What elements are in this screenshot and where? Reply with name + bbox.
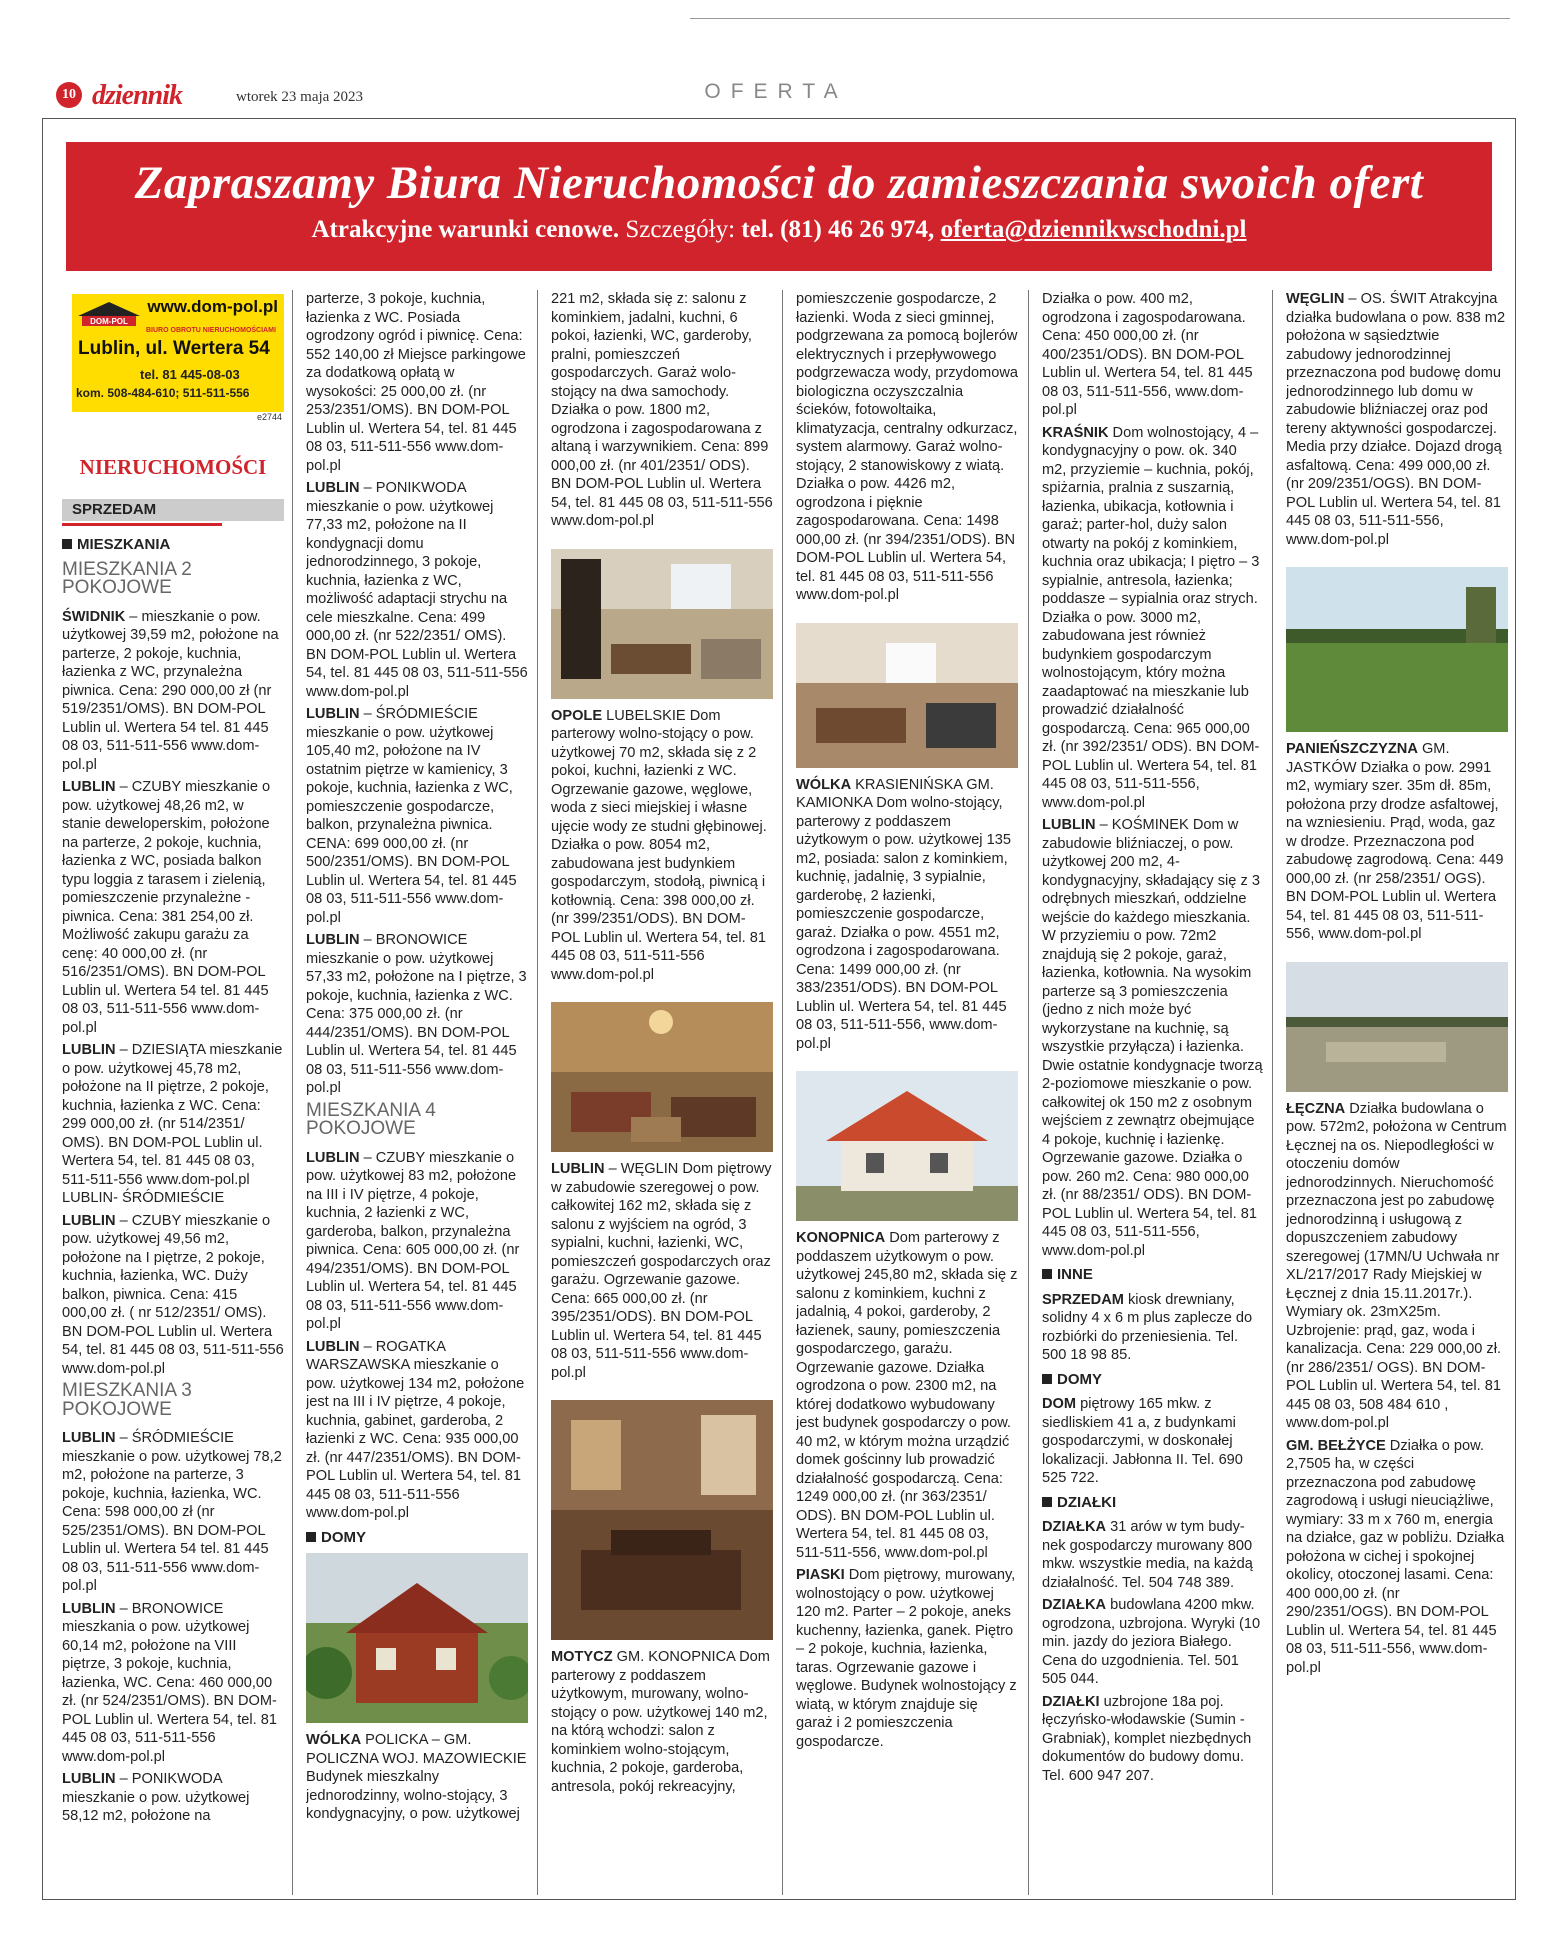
listing: KRAŚNIK Dom wolnostojący, 4 – kondygnacyjny o pow. ok. 340 m2, przyziemie – kuchnia, pokój, spiżarnia, pralnia z suszarnią, łazienka, ubikacja, kotłownia i garaż; parter-hol, duży salon otwarty na pokój z kominkiem, kuchnia oraz ubikacja; I piętro – 3 sypialnie, antresola, łazienka; poddasze – sypialnia oraz strych. Działka o pow. 3000 m2, zabudowana jest również budynkiem gospodarczym wolnostojącym, który można zaadaptować na mieszkanie lub prowadzić działalność gospodarczą. Cena: 965 000,00 zł. (nr 392/2351/ ODS). BN DOM-POL Lublin ul. Wertera 54, tel. 81 445 08 03, 511-511-556, www.dom-pol.pl xyxy=(1042,424,1260,811)
listing: PIASKI Dom piętrowy, murowany, wolnostojący o pow. użytkowej 120 m2. Parter – 2 pokoje, aneks kuchenny, łazienka, ganek. Piętro – 2 pokoje, kuchnia, łazienka, taras. Ogrzewanie gazowe i węglowe. Budynek wolnostojący z wiatą, w którym znajduje się garaż i 2 pomieszczenia gospodarcze. xyxy=(796,1567,1017,1750)
dzialki-heading: DZIAŁKI xyxy=(1042,1494,1264,1513)
listing: LUBLIN – CZUBY mieszkanie o pow. użytkowej 48,26 m2, w stanie deweloperskim, położone na parterze, 2 pokoje, kuchnia, łazienka z WC, posiada balkon typu loggia z tarasem i zielenią, pomieszczenie przynależne - piwnica. Cena: 381 254,00 zł. Możliwość zakupu garażu za cenę: 40 000,00 zł. (nr 516/2351/OMS). BN DOM-POL Lublin ul. Wertera 54 tel. 81 445 08 03, 511-511-556 www.dom-pol.pl xyxy=(62,779,271,1036)
section-title: OFERTA xyxy=(704,80,848,103)
listing: LUBLIN – BRONOWICE mieszkania o pow. użytkowej 60,14 m2, położone na VIII piętrze, 3 pokoje, kuchnia, łazienka, WC. Cena: 460 000,00 zł. (nr 524/2351/OMS). BN DOM-POL Lublin ul. Wertera 54, tel. 81 445 08 03, 511-511-556 www.dom-pol.pl xyxy=(62,1600,277,1765)
listing: LUBLIN – WĘGLIN Dom piętrowy w zabudowie szeregowej o pow. całkowitej 162 m2, składa się z salonu z wyjściem na ogród, 3 sypialni, kuchni, łazienki, WC, pomieszczeń gospodarczych oraz garażu. Ogrzewanie gazowe. Cena: 665 000,00 zł. (nr 395/2351/ODS). BN DOM-POL Lublin ul. Wertera 54, tel. 81 445 08 03, 511-511-556 www.dom-pol.pl xyxy=(551,1161,772,1381)
listing: GM. BEŁŻYCE Działka o pow. 2,7505 ha, w części przeznaczona pod zabudowę zagrodową i usługi nieuciążliwe, wymiary: 33 m x 760 m, energia na działce, gaz w pobliżu. Działka położona w cichej i spokojnej okolicy, otoczonej lasami. Cena: 400 000,00 zł. (nr 290/2351/OGS). BN DOM-POL Lublin ul. Wertera 54, tel. 81 445 08 03, 511-511-556, www.dom-pol.pl xyxy=(1286,1437,1505,1676)
promo-banner xyxy=(66,142,1492,271)
listing: OPOLE LUBELSKIE Dom parterowy wolno-stojący o pow. użytkowej 70 m2, składa się z 2 pokoi, kuchni, łazienki z WC. Ogrzewanie gazowe, węglowe, woda z sieci miejskiej i własne ujęcie wody ze studni głębinowej. Działka o pow. 8054 m2, zabudowana jest budynkiem gospodarczym, stodołą, piwnicą i kotłownią. Cena: 398 000,00 zł. (nr 399/2351/ODS). BN DOM-POL Lublin ul. Wertera 54, tel. 81 445 08 03, 511-511-556 www.dom-pol.pl xyxy=(551,707,767,983)
header-rule xyxy=(690,18,1510,19)
listing: KONOPNICA Dom parterowy z poddaszem użytkowym o pow. użytkowej 245,80 m2, składa się z salonu z kominkiem, kuchni z jadalnią, 4 pokoi, garderoby, 2 łazienek, sauny, pomieszczenia gospodarczego, garażu. Ogrzewanie gazowe. Działka ogrodzona o pow. 2300 m2, na której dodatkowo wybudowany jest budynek gospodarczy o pow. 40 m2, w którym można urządzić domek gościnny lub prowadzić działalność gospodarczą. Cena: 1249 000,00 zł. (nr 363/2351/ ODS). BN DOM-POL Lublin ul. Wertera 54, tel. 81 445 08 03, 511-511-556, www.dom-pol.pl xyxy=(796,1230,1018,1561)
ad-code: e2744 xyxy=(256,411,282,422)
ad-phone: tel. 81 445-08-03 xyxy=(140,367,240,382)
page-number: 10 xyxy=(56,82,82,108)
listing: MOTYCZ GM. KONOPNICA Dom parterowy z poddaszem użytkowym, murowany, wolno-stojący o pow. użytkowej 140 m2, na którą wchodzi: salon z kominkiem wolno-stojącym, kuchnia, 2 pokoje, garderoba, antresola, pokój rekreacyjny, xyxy=(551,1649,770,1795)
listing: Działka o pow. 400 m2, ogrodzona i zagospodarowana. Cena: 450 000,00 zł. (nr 400/2351/ODS). BN DOM-POL Lublin ul. Wertera 54, tel. 81 445 08 03, 511-511-556, www.dom-pol.pl xyxy=(1042,291,1253,418)
listing: LUBLIN – PONIKWODA mieszkanie o pow. użytkowej 58,12 m2, położone na xyxy=(62,1771,250,1824)
column-6 xyxy=(1286,290,1508,1895)
ad-biuro: BIURO OBROTU NIERUCHOMOŚCIAMI xyxy=(146,327,276,334)
mieszkania-heading: MIESZKANIA xyxy=(62,536,284,555)
house-photo-icon xyxy=(796,1071,1018,1221)
listing: LUBLIN – ROGATKA WARSZAWSKA mieszkanie o pow. użytkowej 134 m2, położone jest na III i IV piętrze, 4 pokoje, kuchnia, gabinet, garderoba, 2 łazienki z WC. Cena: 935 000,00 zł. (nr 447/2351/OMS). BN DOM-POL Lublin ul. Wertera 54, tel. 81 445 08 03, 511-511-556 www.dom-pol.pl xyxy=(306,1338,525,1521)
sprzedam-underline xyxy=(62,523,222,526)
listing: LUBLIN – CZUBY mieszkanie o pow. użytkowej 49,56 m2, położone na I piętrze, 2 pokoje, kuchnia, łazienka, WC. Duży balkon, piwnica. Cena: 415 000,00 zł. ( nr 512/2351/ OMS). BN DOM-POL Lublin ul. Wertera 54, tel. 81 445 08 03, 511-511-556 www.dom-pol.pl xyxy=(62,1212,284,1377)
issue-date: wtorek 23 maja 2023 xyxy=(236,89,364,105)
ad-address: Lublin, ul. Wertera 54 xyxy=(78,338,270,359)
column-divider xyxy=(537,290,538,1895)
house-photo-icon xyxy=(306,1553,528,1723)
domy-heading: DOMY xyxy=(306,1529,528,1548)
m4-heading: MIESZKANIA 4 POKOJOWE xyxy=(306,1099,436,1139)
column-4 xyxy=(796,290,1018,1895)
dompol-ad xyxy=(72,294,284,422)
m3-heading: MIESZKANIA 3 POKOJOWE xyxy=(62,1380,192,1420)
listing: DZIAŁKA budowlana 4200 mkw. ogrodzona, uzbrojona. Wyryki (10 min. jazdy do jeziora Białego. Cena do uzgodnienia. Tel. 501 505 044. xyxy=(1042,1597,1261,1687)
listing: ŁĘCZNA Działka budowlana o pow. 572m2, położona w Centrum Łęcznej na os. Niepodległości w otoczeniu domów jednorodzinnych. Nieruchomość przeznaczona jest po zabudowę jednorodzinną i usługową z dopuszczeniem zabudowy szeregowej (17MN/U Uchwała nr XL/217/2017 Rady Miejskiej w Łęcznej z dnia 15.11.2017r.). Wymiary ok. 23mX25m. Uzbrojenie: prąd, gaz, woda i kanalizacja. Cena: 229 000,00 zł. (nr 286/2351/ OGS). BN DOM-POL Lublin ul. Wertera 54, tel. 81 445 08 03, 508 484 610 , www.dom-pol.pl xyxy=(1286,1100,1507,1431)
listing: DOM piętrowy 165 mkw. z siedliskiem 41 a, z budynkami gospodarczymi, w doskonałej lokalizacji. Jabłonna II. Tel. 690 525 722. xyxy=(1042,1396,1243,1486)
field-photo-icon xyxy=(1286,567,1508,732)
interior-photo-icon xyxy=(551,1002,773,1152)
domy-heading: DOMY xyxy=(1042,1371,1264,1390)
listing: LUBLIN – PONIKWODA mieszkanie o pow. użytkowej 77,33 m2, położone na II kondygnacji domu jednorodzinnego, 3 pokoje, kuchnia, łazienka z WC, możliwość adaptacji strychu na cele mieszkalne. Cena: 499 000,00 zł. (nr 522/2351/ OMS). BN DOM-POL Lublin ul. Wertera 54, tel. 81 445 08 03, 511-511-556 www.dom-pol.pl xyxy=(306,480,528,700)
category-title: NIERUCHOMOŚCI xyxy=(79,455,267,479)
column-5 xyxy=(1042,290,1264,1895)
listing: DZIAŁKA 31 arów w tym budy-nek gospodarczy murowany 800 mkw. wszystkie media, na każdą działalność. Tel. 504 748 389. xyxy=(1042,1519,1253,1591)
newspaper-logo: dziennik xyxy=(92,80,183,111)
listing: WÓLKA KRASIENIŃSKA GM. KAMIONKA Dom wolno-stojący, parterowy z poddaszem użytkowym o pow. użytkowej 135 m2, posiada: salon z kominkiem, kuchnię, jadalnię, 3 sypialnie, garderobę, 2 łazienki, pomieszczenie gospodarcze, garaż. Działka o pow. 4551 m2, ogrodzona i zagospodarowana. Cena: 1499 000,00 zł. (nr 383/2351/ODS). BN DOM-POL Lublin ul. Wertera 54, tel. 81 445 08 03, 511-511-556, www.dom-pol.pl xyxy=(796,776,1011,1052)
listing: parterze, 3 pokoje, kuchnia, łazienka z WC. Posiada ogrodzony ogród i piwnicę. Cena: 552 140,00 zł Miejsce parkingowe za dodatkową opłatą w wysokości: 25 000,00 zł. (nr 253/2351/OMS). BN DOM-POL Lublin ul. Wertera 54, tel. 81 445 08 03, 511-511-556 www.dom-pol.pl xyxy=(306,291,526,474)
listing: ŚWIDNIK – mieszkanie o pow. użytkowej 39,59 m2, położone na parterze, 2 pokoje, kuchnia, łazienka z WC, przynależna piwnica. Cena: 290 000,00 zł (nr 519/2351/OMS). BN DOM-POL Lublin ul. Wertera 54 tel. 81 445 08 03, 511-511-556 www.dom-pol.pl xyxy=(62,608,279,773)
interior-photo-icon xyxy=(551,1400,773,1640)
m2-heading: MIESZKANIA 2 POKOJOWE xyxy=(62,558,192,598)
inne-heading: INNE xyxy=(1042,1266,1264,1285)
interior-photo-icon xyxy=(551,549,773,699)
sprzedam-label: SPRZEDAM xyxy=(62,499,284,522)
listing: LUBLIN – ŚRÓDMIEŚCIE mieszkanie o pow. użytkowej 105,40 m2, położone na IV ostatnim piętrze w kamienicy, 3 pokoje, kuchnia, łazienka z WC, pomieszczenie gospodarcze, balkon, przynależna piwnica. CENA: 699 000,00 zł. (nr 500/2351/OMS). BN DOM-POL Lublin ul. Wertera 54, tel. 81 445 08 03, 511-511-556 www.dom-pol.pl xyxy=(306,706,517,926)
ad-mobile: kom. 508-484-610; 511-511-556 xyxy=(76,386,250,400)
listing: LUBLIN – KOŚMINEK Dom w zabudowie bliźniaczej, o pow. użytkowej 200 m2, 4-kondygnacyjny, składający się z 3 odrębnych mieszkań, oddzielne wejście do każdego mieszkania. W przyziemiu o pow. 72m2 znajdują się 2 pokoje, garaż, łazienka, kotłownia. Na wysokim parterze są 3 pomieszczenia (jedno z nich może być wykorzystane na kuchnię, są wszystkie przyłącza) i łazienka. Dwie ostatnie kondygnacje tworzą 2-poziomowe mieszkanie o pow. całkowitej ok 150 m2 z osobnym wejściem z zewnątrz obejmujące 4 pokoje, kuchnię i łazienkę. Ogrzewanie gazowe. Działka o pow. 260 m2. Cena: 980 000,00 zł. (nr 88/2351/ ODS). BN DOM-POL Lublin ul. Wertera 54, tel. 81 445 08 03, 511-511-556, www.dom-pol.pl xyxy=(1042,817,1263,1259)
listing: 221 m2, składa się z: salonu z kominkiem, jadalni, kuchni, 6 pokoi, łazienki, WC, garderoby, pralni, pomieszczeń gospodarczych. Garaż wolo-stojący na dwa samochody. Działka o pow. 1800 m2, ogrodzona i zagospodarowana z altaną i warzywnikiem. Cena: 899 000,00 zł. (nr 401/2351/ ODS). BN DOM-POL Lublin ul. Wertera 54, tel. 81 445 08 03, 511-511-556 www.dom-pol.pl xyxy=(551,291,773,529)
column-1 xyxy=(62,290,284,1895)
listing: PANIEŃSZCZYZNA GM. JASTKÓW Działka o pow. 2991 m2, wymiary szer. 35m dł. 85m, położona przy drodze asfaltowej, na wzniesieniu. Prąd, woda, gaz w drodze. Przeznaczona pod zabudowę zagrodową. Cena: 449 000,00 zł. (nr 258/2351/ OGS). BN DOM-POL Lublin ul. Wertera 54, tel. 81 445 08 03, 511-511-556, www.dom-pol.pl xyxy=(1286,741,1504,942)
column-divider xyxy=(1272,290,1273,1895)
column-divider xyxy=(1028,290,1029,1895)
listing: LUBLIN – DZIESIĄTA mieszkanie o pow. użytkowej 45,78 m2, położone na II piętrze, 2 pokoje, kuchnia, łazienka z WC. Cena: 299 000,00 zł. (nr 514/2351/ OMS). BN DOM-POL Lublin ul. Wertera 54, tel. 81 445 08 03, 511-511-556 www.dom-pol.pl LUBLIN- ŚRÓDMIEŚCIE xyxy=(62,1042,283,1206)
column-2 xyxy=(306,290,528,1895)
listing: pomieszczenie gospodarcze, 2 łazienki. Woda z sieci gminnej, podgrzewana za pomocą bojlerów elektrycznych i przepływowego podgrzewacza wody, przydomowa biologiczna oczyszczalnia ścieków, fotowoltaika, klimatyzacja, centralny odkurzacz, system alarmowy. Garaż wolno-stojący, 2 stanowiskowy z wiatą. Działka o pow. 4426 m2, ogrodzona i pięknie zagospodarowana. Cena: 1498 000,00 zł. (nr 394/2351/ODS). BN DOM-POL Lublin ul. Wertera 54, tel. 81 445 08 03, 511-511-556 www.dom-pol.pl xyxy=(796,291,1018,603)
listing: SPRZEDAM kiosk drewniany, solidny 4 x 6 m plus zaplecze do rozbiórki do przeniesienia. Tel. 500 18 98 85. xyxy=(1042,1291,1253,1363)
listing: DZIAŁKI uzbrojone 18a poj. łęczyńsko-włodawskie (Sumin - Grabniak), komplet niezbędnych dokumentów do budowy domu. Tel. 600 947 207. xyxy=(1042,1693,1252,1784)
listing: WĘGLIN – OS. ŚWIT Atrakcyjna działka budowlana o pow. 838 m2 położona w sąsiedztwie zabudowy jednorodzinnej przeznaczona pod budowę domu jednorodzinnego lub domu w zabudowie bliźniaczej oraz pod tereny aktywności gospodarczej. Media przy działce. Dojazd drogą asfaltową. Cena: 499 000,00 zł. (nr 209/2351/OGS). BN DOM-POL Lublin ul. Wertera 54, tel. 81 445 08 03, 511-511-556, www.dom-pol.pl xyxy=(1286,291,1506,548)
banner-subtitle: Atrakcyjne warunki cenowe. Szczegóły: tel. (81) 46 26 974, oferta@dziennikwschodni.pl xyxy=(311,216,1247,243)
listing: LUBLIN – CZUBY mieszkanie o pow. użytkowej 83 m2, położone na III i IV piętrze, 4 pokoje, kuchnia, 2 łazienki z WC, garderoba, balkon, przynależna piwnica. Cena: 605 000,00 zł. (nr 494/2351/OMS). BN DOM-POL Lublin ul. Wertera 54, tel. 81 445 08 03, 511-511-556 www.dom-pol.pl xyxy=(306,1149,520,1332)
plot-photo-icon xyxy=(1286,962,1508,1092)
column-divider xyxy=(292,290,293,1895)
banner-email-link[interactable]: oferta@dziennikwschodni.pl xyxy=(940,216,1247,243)
listing: LUBLIN – BRONOWICE mieszkanie o pow. użytkowej 57,33 m2, położone na I piętrze, 3 pokoje, kuchnia, łazienka z WC. Cena: 375 000,00 zł. (nr 444/2351/OMS). BN DOM-POL Lublin ul. Wertera 54, tel. 81 445 08 03, 511-511-556 www.dom-pol.pl xyxy=(306,932,527,1096)
house-logo-icon xyxy=(76,300,142,334)
column-3 xyxy=(551,290,773,1895)
listing: WÓLKA POLICKA – GM. POLICZNA WOJ. MAZOWIECKIE Budynek mieszkalny jednorodzinny, wolno-stojący, 3 kondygnacyjny, o pow. użytkowej xyxy=(306,1732,527,1822)
page-header xyxy=(56,80,1516,112)
banner-title: Zapraszamy Biura Nieruchomości do zamieszczania swoich ofert xyxy=(134,157,1424,209)
ad-website[interactable]: www.dom-pol.pl xyxy=(147,297,278,316)
interior-photo-icon xyxy=(796,623,1018,768)
column-divider xyxy=(782,290,783,1895)
svg-text:DOM-POL: DOM-POL xyxy=(90,317,128,326)
listing: LUBLIN – ŚRÓDMIEŚCIE mieszkanie o pow. użytkowej 78,2 m2, położone na parterze, 3 pokoje, kuchnia, łazienka, WC. Cena: 598 000,00 zł (nr 525/2351/OMS). BN DOM-POL Lublin ul. Wertera 54 tel. 81 445 08 03, 511-511-556 www.dom-pol.pl xyxy=(62,1430,282,1594)
